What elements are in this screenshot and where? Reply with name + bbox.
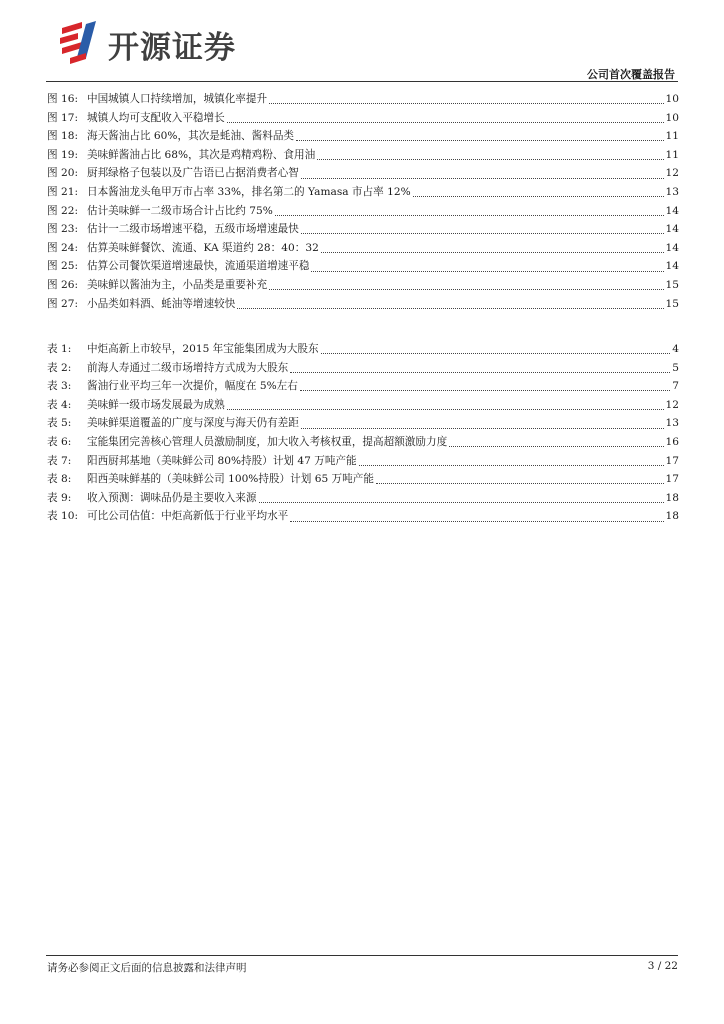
table-entry-page: 17	[665, 473, 679, 486]
figure-entry-page: 14	[665, 241, 679, 254]
figure-entry-page: 10	[665, 111, 679, 124]
table-entry-page: 12	[665, 398, 679, 411]
figure-entry-label: 图 19:	[47, 148, 79, 161]
table-entry-leader-dots	[300, 389, 670, 391]
report-type-label: 公司首次覆盖报告	[587, 68, 675, 81]
page-number: 3 / 22	[647, 960, 678, 972]
figure-entry-leader-dots	[321, 251, 664, 253]
table-entry-title: 酱油行业平均三年一次提价，幅度在 5%左右	[87, 380, 298, 393]
table-entry-title: 宝能集团完善核心管理人员激励制度，加大收入考核权重，提高超额激励力度	[87, 435, 448, 448]
figure-entry[interactable]	[47, 127, 679, 146]
table-entry-page: 17	[665, 454, 679, 467]
brand-logo	[56, 18, 276, 68]
figure-entry[interactable]	[47, 164, 679, 183]
figure-entry-page: 12	[665, 167, 679, 180]
figure-entry-title: 估算公司餐饮渠道增速最快，流通渠道增速平稳	[87, 260, 310, 273]
page-header	[0, 0, 724, 84]
table-entry-label: 表 10:	[47, 510, 79, 523]
brand-logo-icon	[56, 18, 100, 64]
table-entry-title: 中炬高新上市较早，2015 年宝能集团成为大股东	[87, 343, 319, 355]
figure-entry[interactable]	[47, 295, 679, 314]
figure-entry-label: 图 24:	[47, 241, 79, 254]
footer-divider	[46, 955, 678, 956]
table-entry[interactable]	[47, 507, 679, 526]
figure-entry-title: 小品类如料酒、蚝油等增速较快	[87, 297, 236, 310]
figure-entry-leader-dots	[301, 177, 664, 179]
table-entry-leader-dots	[227, 408, 664, 410]
table-entry-label: 表 6:	[47, 435, 72, 448]
figure-entry-title: 中国城镇人口持续增加，城镇化率提升	[87, 93, 268, 105]
table-entry-label: 表 1:	[47, 343, 72, 355]
table-entry-page: 5	[672, 361, 679, 374]
figure-entry[interactable]	[47, 146, 679, 165]
figure-entry-page: 11	[665, 130, 679, 143]
table-entry-title: 美味鲜一级市场发展最为成熟	[87, 398, 225, 411]
footer-disclaimer: 请务必参阅正文后面的信息披露和法律声明	[47, 962, 247, 974]
table-entry-label: 表 3:	[47, 380, 72, 393]
figure-entry[interactable]	[47, 257, 679, 276]
figure-entry-label: 图 17:	[47, 111, 79, 124]
table-entry-page: 18	[665, 491, 679, 504]
table-entry[interactable]	[47, 377, 679, 396]
header-divider	[46, 81, 678, 82]
figure-entry-label: 图 25:	[47, 260, 79, 273]
table-entry-label: 表 9:	[47, 491, 72, 504]
figure-entry-leader-dots	[317, 158, 663, 160]
figure-entry-label: 图 27:	[47, 297, 79, 310]
figure-entry-label: 图 26:	[47, 278, 79, 291]
figure-entry-label: 图 21:	[47, 185, 79, 198]
table-entry-leader-dots	[290, 520, 663, 522]
table-entry[interactable]	[47, 489, 679, 508]
figure-entry-page: 14	[665, 260, 679, 273]
figure-entry-leader-dots	[237, 307, 663, 309]
figure-entry-leader-dots	[296, 139, 664, 141]
figure-entry-page: 14	[665, 223, 679, 236]
table-entry[interactable]	[47, 433, 679, 452]
table-entry-title: 阳西美味鲜基的（美味鲜公司 100%持股）计划 65 万吨产能	[87, 473, 374, 486]
figure-entry-page: 14	[665, 204, 679, 217]
figure-entry[interactable]	[47, 276, 679, 295]
table-entry-leader-dots	[376, 482, 664, 484]
table-entry-label: 表 8:	[47, 473, 72, 486]
figure-entry-page: 13	[665, 185, 679, 198]
figure-entry-title: 估算美味鲜餐饮、流通、KA 渠道约 28：40：32	[87, 241, 319, 254]
table-entry-leader-dots	[301, 427, 664, 429]
figure-entry-leader-dots	[413, 195, 664, 197]
table-entry-leader-dots	[259, 501, 664, 503]
table-entry[interactable]	[47, 452, 679, 471]
table-entry-label: 表 5:	[47, 417, 72, 430]
table-entry-title: 收入预测：调味品仍是主要收入来源	[87, 491, 257, 504]
figure-entry-leader-dots	[275, 214, 664, 216]
table-entry[interactable]	[47, 414, 679, 433]
table-entry-label: 表 2:	[47, 361, 72, 374]
table-entry-leader-dots	[290, 371, 670, 373]
figure-list	[47, 90, 679, 313]
figure-entry-title: 城镇人均可支配收入平稳增长	[87, 111, 225, 124]
table-entry[interactable]	[47, 470, 679, 489]
table-entry-page: 16	[665, 435, 679, 448]
figure-entry-title: 美味鲜酱油占比 68%，其次是鸡精鸡粉、食用油	[87, 148, 316, 161]
figure-entry-title: 估计美味鲜一二级市场合计占比约 75%	[87, 204, 273, 217]
table-entry-leader-dots	[359, 464, 664, 466]
figure-entry-page: 11	[665, 148, 679, 161]
table-entry-leader-dots	[449, 445, 663, 447]
figure-entry[interactable]	[47, 109, 679, 128]
table-entry-title: 前海人寿通过二级市场增持方式成为大股东	[87, 361, 289, 374]
figure-entry[interactable]	[47, 183, 679, 202]
table-entry[interactable]	[47, 359, 679, 378]
figure-entry-label: 图 18:	[47, 130, 79, 143]
figure-entry-leader-dots	[311, 270, 663, 272]
table-entry-label: 表 4:	[47, 398, 72, 411]
table-list	[47, 340, 679, 526]
figure-entry-leader-dots	[301, 232, 664, 234]
table-entry-title: 可比公司估值：中炬高新低于行业平均水平	[87, 510, 289, 523]
figure-entry-label: 图 20:	[47, 167, 79, 180]
figure-entry-label: 图 22:	[47, 204, 79, 217]
figure-entry-title: 估计一二级市场增速平稳，五级市场增速最快	[87, 223, 299, 236]
table-entry-page: 13	[665, 417, 679, 430]
figure-entry[interactable]	[47, 220, 679, 239]
figure-entry-title: 日本酱油龙头龟甲万市占率 33%，排名第二的 Yamasa 市占率 12%	[87, 185, 411, 198]
table-entry-page: 4	[672, 343, 679, 355]
figure-entry-title: 美味鲜以酱油为主，小品类是重要补充	[87, 278, 268, 291]
figure-entry[interactable]	[47, 90, 679, 109]
figure-entry-page: 15	[665, 278, 679, 291]
table-entry[interactable]	[47, 340, 679, 359]
table-entry-page: 7	[672, 380, 679, 393]
figure-entry-label: 图 23:	[47, 223, 79, 236]
table-entry-page: 18	[665, 510, 679, 523]
table-entry-label: 表 7:	[47, 454, 72, 467]
table-entry[interactable]	[47, 396, 679, 415]
figure-entry[interactable]	[47, 202, 679, 221]
brand-name: 开源证券	[108, 30, 236, 66]
figure-entry-page: 10	[665, 93, 679, 105]
figure-entry-leader-dots	[227, 121, 664, 123]
table-entry-title: 阳西厨邦基地（美味鲜公司 80%持股）计划 47 万吨产能	[87, 454, 357, 467]
figure-entry-page: 15	[665, 297, 679, 310]
figure-entry-leader-dots	[269, 288, 663, 290]
table-entry-leader-dots	[321, 352, 671, 354]
figure-entry-title: 厨邦绿格子包装以及广告语已占据消费者心智	[87, 167, 299, 180]
figure-entry-label: 图 16:	[47, 93, 79, 105]
figure-entry-leader-dots	[269, 102, 663, 104]
figure-entry[interactable]	[47, 239, 679, 258]
table-entry-title: 美味鲜渠道覆盖的广度与深度与海天仍有差距	[87, 417, 299, 430]
figure-entry-title: 海天酱油占比 60%，其次是蚝油、酱料品类	[87, 130, 295, 143]
